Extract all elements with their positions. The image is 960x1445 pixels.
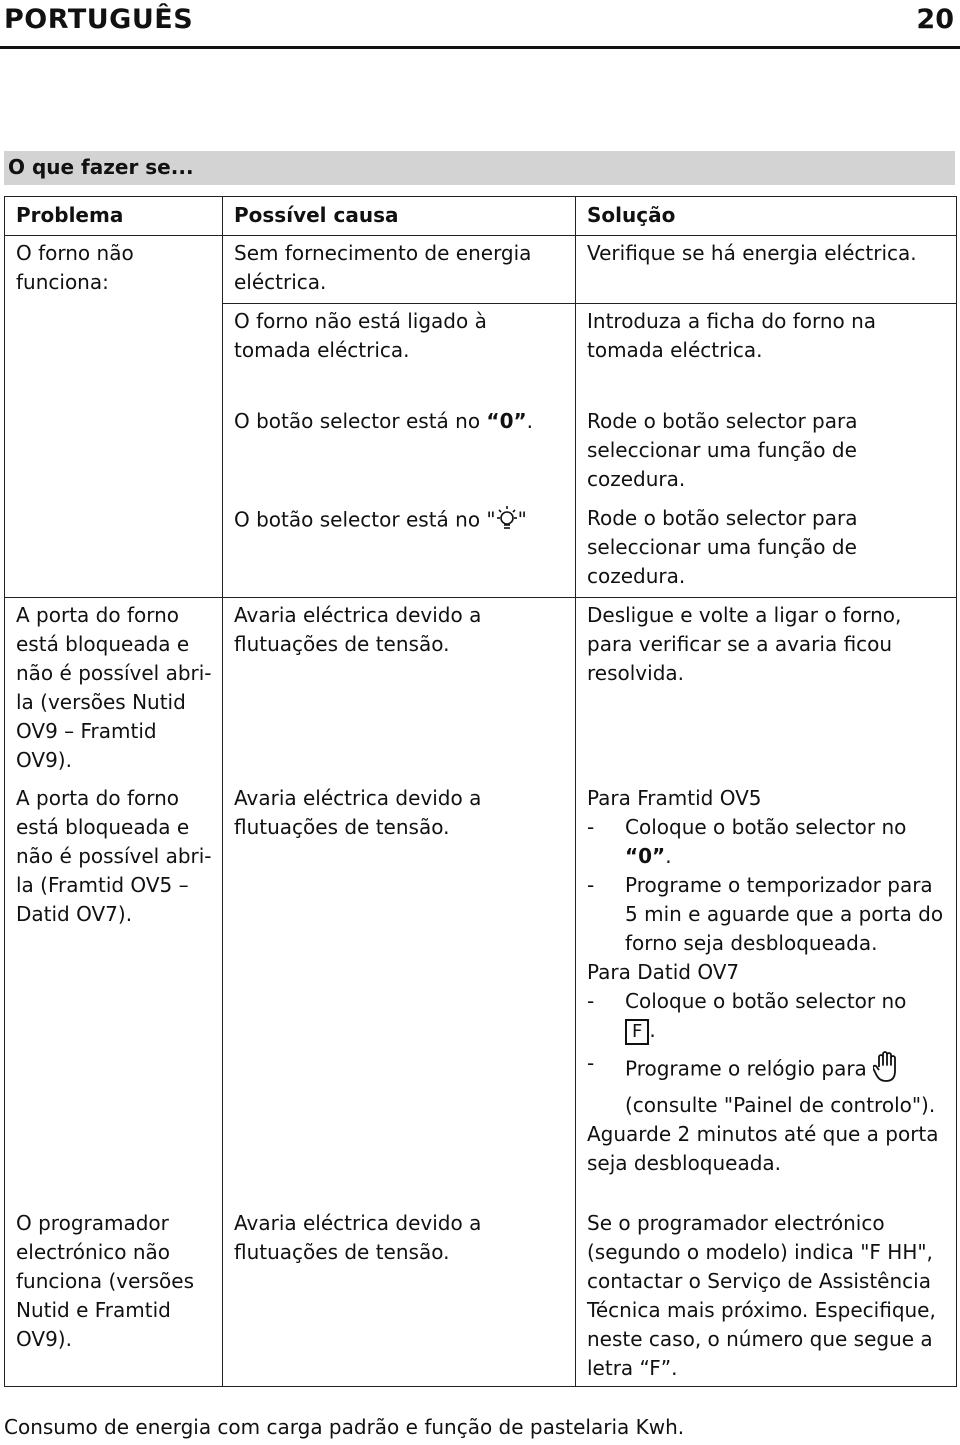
dash-bullet: - <box>587 814 595 839</box>
step-text: Programe o relógio para <box>625 1056 867 1080</box>
troubleshooting-table <box>4 196 957 1387</box>
dash-bullet: - <box>587 988 595 1013</box>
solution-text: Rode o botão selector para seleccionar uma função de cozedura. <box>587 408 858 491</box>
cause-suffix: " <box>517 507 527 531</box>
ov7-title: Para Datid OV7 <box>587 959 740 984</box>
solution-cell <box>576 781 957 1206</box>
table-row <box>5 781 957 1206</box>
cause-cell <box>223 236 576 304</box>
cause-cell <box>223 404 576 501</box>
cause-text: Avaria eléctrica devido a flutuações de tensão. <box>234 785 482 839</box>
problem-text: O forno não funciona: <box>16 241 134 294</box>
cause-text: O botão selector está no <box>234 408 487 433</box>
oven-light-icon <box>496 504 518 538</box>
header-solution: Solução <box>576 197 957 236</box>
cause-text: Avaria eléctrica devido a flutuações de tensão. <box>234 1210 482 1264</box>
ov7-step-1 <box>587 987 948 1045</box>
energy-consumption-note: Consumo de energia com carga padrão e função de pastelaria Kwh. <box>4 1415 685 1439</box>
solution-text: Introduza a ficha do forno na tomada eléctrica. <box>587 309 877 362</box>
page-header <box>0 0 960 49</box>
wait-text: Aguarde 2 minutos até que a porta seja desbloqueada. <box>587 1121 939 1175</box>
dash-bullet: - <box>587 872 595 897</box>
section-title: O que fazer se... <box>8 155 194 179</box>
cause-text: O forno não está ligado à tomada eléctrica. <box>234 309 487 362</box>
cause-suffix: . <box>526 408 533 433</box>
step-text: Coloque o botão selector no <box>625 814 907 839</box>
problem-text: O programador electrónico não funciona (versões Nutid e Framtid OV9). <box>16 1210 195 1351</box>
solution-text: Desligue e volte a ligar o forno, para verificar se a avaria ficou resolvida. <box>587 603 902 685</box>
header-problem: Problema <box>5 197 223 236</box>
solution-cell <box>576 236 957 304</box>
solution-cell <box>576 501 957 598</box>
step-text: Programe o temporizador para 5 min e aguarde que a porta do forno seja desbloqueada. <box>625 872 944 955</box>
hand-icon <box>873 1049 901 1091</box>
page-number: 20 <box>916 4 954 35</box>
ov5-step-1 <box>587 813 948 871</box>
ov7-step-2 <box>587 1049 948 1120</box>
solution-cell <box>576 1206 957 1387</box>
section-heading-bar <box>4 151 955 185</box>
cause-cell <box>223 501 576 598</box>
f-key-symbol: F <box>625 1019 649 1045</box>
zero-position-label: “0” <box>625 843 666 868</box>
cause-cell <box>223 1206 576 1387</box>
step-suffix: . <box>649 1017 656 1042</box>
cause-cell <box>223 304 576 404</box>
step-text: (consulte "Painel de controlo"). <box>625 1092 936 1117</box>
solution-cell <box>576 404 957 501</box>
cause-cell <box>223 598 576 781</box>
solution-text: Rode o botão selector para seleccionar uma função de cozedura. <box>587 505 858 588</box>
problem-text: A porta do forno está bloqueada e não é possível abri-la (versões Nutid OV9 – Framtid OV9). <box>16 603 212 772</box>
problem-cell <box>5 598 223 781</box>
table-header-row <box>5 197 957 236</box>
step-text: Coloque o botão selector no <box>625 988 907 1013</box>
dash-bullet: - <box>587 1050 595 1075</box>
solution-cell <box>576 598 957 781</box>
solution-text: Se o programador electrónico (segundo o modelo) indica "F HH", contactar o Serviço de Assistência Técnica mais próximo. Especifique, neste caso, o número que segue a letra “F”. <box>587 1210 936 1380</box>
table-row <box>5 598 957 781</box>
problem-cell <box>5 1206 223 1387</box>
table-row <box>5 1206 957 1387</box>
zero-position-label: “0” <box>486 408 527 433</box>
cause-cell <box>223 781 576 1206</box>
problem-cell <box>5 781 223 1206</box>
problem-text: A porta do forno está bloqueada e não é possível abri-la (Framtid OV5 – Datid OV7). <box>16 785 212 926</box>
cause-text: Avaria eléctrica devido a flutuações de tensão. <box>234 603 482 656</box>
cause-text: O botão selector está no " <box>234 507 496 531</box>
step-suffix: . <box>665 843 672 868</box>
header-cause: Possível causa <box>223 197 576 236</box>
problem-cell <box>5 236 223 598</box>
ov5-title: Para Framtid OV5 <box>587 785 762 810</box>
solution-text: Verifique se há energia eléctrica. <box>587 241 917 265</box>
solution-cell <box>576 304 957 404</box>
cause-text: Sem fornecimento de energia eléctrica. <box>234 241 532 294</box>
table-row <box>5 236 957 304</box>
language-title: PORTUGUÊS <box>4 4 194 35</box>
ov5-step-2 <box>587 871 948 958</box>
